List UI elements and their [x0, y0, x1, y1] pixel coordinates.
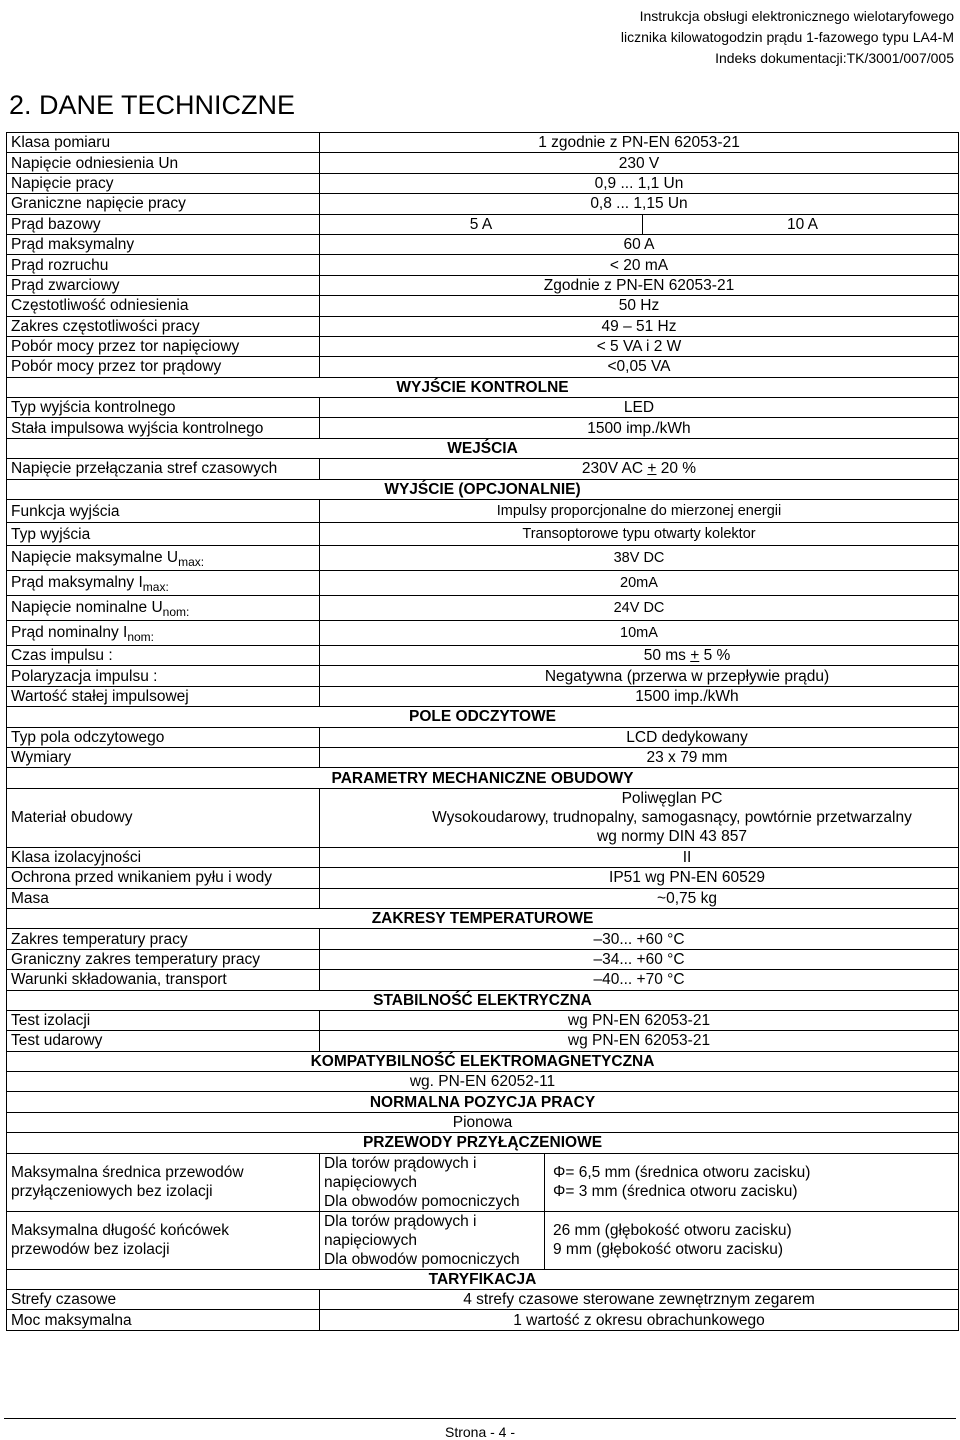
document-header — [621, 6, 954, 69]
row-label: Test izolacji — [7, 1010, 320, 1030]
row-value: Zgodnie z PN-EN 62053-21 — [320, 275, 959, 295]
plus-minus-sign: + — [690, 647, 700, 665]
table-row — [7, 949, 959, 969]
row-label: Graniczny zakres temperatury pracy — [7, 949, 320, 969]
row-value: 230 V — [320, 153, 959, 173]
row-label: Pobór mocy przez tor napięciowy — [7, 336, 320, 356]
row-label — [7, 546, 320, 571]
label-subscript: nom: — [162, 605, 190, 620]
section-header-row — [7, 1051, 959, 1071]
row-value: 20mA — [320, 571, 959, 596]
row-label: Ochrona przed wnikaniem pyłu i wody — [7, 868, 320, 888]
row-label: Strefy czasowe — [7, 1290, 320, 1310]
label-text: Napięcie nominalne U — [11, 599, 163, 617]
row-value: 1 zgodnie z PN-EN 62053-21 — [320, 133, 959, 153]
value-line: Dla torów prądowych i napięciowych — [324, 1212, 477, 1249]
table-row — [7, 275, 959, 295]
table-row — [7, 929, 959, 949]
row-label — [7, 596, 320, 621]
table-row — [7, 847, 959, 867]
table-row — [7, 336, 959, 356]
row-label: Test udarowy — [7, 1031, 320, 1051]
row-value: Pionowa — [7, 1112, 959, 1132]
header-line-1: Instrukcja obsługi elektronicznego wielotaryfowego — [639, 8, 954, 24]
row-label: Napięcie odniesienia Un — [7, 153, 320, 173]
table-row — [7, 666, 959, 686]
row-label: Zakres temperatury pracy — [7, 929, 320, 949]
section-title: 2. DANE TECHNICZNE — [9, 90, 296, 120]
row-label: Klasa pomiaru — [7, 133, 320, 153]
row-value: –34... +60 °C — [320, 949, 959, 969]
row-label: Warunki składowania, transport — [7, 970, 320, 990]
row-value: Impulsy proporcjonalne do mierzonej energii — [320, 500, 959, 523]
value-line: Φ= 3 mm (średnica otworu zacisku) — [553, 1183, 798, 1201]
table-row — [7, 646, 959, 666]
table-row — [7, 214, 959, 234]
plus-minus-sign: + — [647, 460, 657, 478]
label-text: Prąd nominalny I — [11, 624, 128, 642]
table-row — [7, 1031, 959, 1051]
row-label: Funkcja wyjścia — [7, 500, 320, 523]
value-part: 230V AC — [581, 460, 648, 478]
value-part: 5 % — [699, 647, 731, 665]
table-row — [7, 133, 959, 153]
row-label: Materiał obudowy — [7, 788, 320, 847]
table-row — [7, 153, 959, 173]
technical-data-table — [6, 132, 959, 1331]
table-row — [7, 621, 959, 646]
section-header-row — [7, 908, 959, 928]
table-row — [7, 296, 959, 316]
value-line: Dla obwodów pomocniczych — [324, 1192, 520, 1210]
label-text: Prąd maksymalny I — [11, 574, 143, 592]
row-label: Czas impulsu : — [7, 646, 320, 666]
row-value: < 5 VA i 2 W — [320, 336, 959, 356]
section-header-row — [7, 990, 959, 1010]
row-value: wg PN-EN 62053-21 — [320, 1010, 959, 1030]
row-label: Typ pola odczytowego — [7, 727, 320, 747]
row-label: Częstotliwość odniesienia — [7, 296, 320, 316]
row-value: 38V DC — [320, 546, 959, 571]
footer-divider — [4, 1418, 956, 1419]
row-value: ~0,75 kg — [320, 888, 959, 908]
row-value: Transoptorowe typu otwarty kolektor — [320, 523, 959, 546]
table-row — [7, 1112, 959, 1132]
table-row — [7, 173, 959, 193]
row-label: Napięcie pracy — [7, 173, 320, 193]
section-header-row — [7, 768, 959, 788]
value-line: Wysokoudarowy, trudnopalny, samogasnący, powtórnie przetwarzalny — [432, 809, 912, 827]
row-value: 10mA — [320, 621, 959, 646]
row-label: Zakres częstotliwości pracy — [7, 316, 320, 336]
section-heading: KOMPATYBILNOŚĆ ELEKTROMAGNETYCZNA — [7, 1051, 959, 1071]
label-line: Maksymalna średnica przewodów — [11, 1164, 244, 1182]
row-label — [7, 1211, 320, 1269]
row-value: 4 strefy czasowe sterowane zewnętrznym zegarem — [320, 1290, 959, 1310]
table-row — [7, 546, 959, 571]
table-row — [7, 1010, 959, 1030]
label-text: Napięcie maksymalne U — [11, 549, 179, 567]
conductor-value-cell — [545, 1153, 959, 1211]
row-value: 1500 imp./kWh — [320, 418, 959, 438]
table-row — [7, 1290, 959, 1310]
row-label: Prąd maksymalny — [7, 234, 320, 254]
row-label: Prąd rozruchu — [7, 255, 320, 275]
row-value: II — [320, 847, 959, 867]
label-line: Maksymalna długość końcówek — [11, 1222, 229, 1240]
value-line: Φ= 6,5 mm (średnica otworu zacisku) — [553, 1164, 811, 1182]
row-value: wg. PN-EN 62052-11 — [7, 1072, 959, 1092]
row-value: <0,05 VA — [320, 357, 959, 377]
conductor-type-cell — [320, 1153, 545, 1211]
row-value: 60 A — [320, 234, 959, 254]
row-label: Masa — [7, 888, 320, 908]
page-number: Strona - 4 - — [444, 1424, 516, 1440]
row-label: Wymiary — [7, 747, 320, 767]
section-heading: PRZEWODY PRZYŁĄCZENIOWE — [7, 1133, 959, 1153]
header-line-3: Indeks dokumentacji:TK/3001/007/005 — [715, 50, 954, 66]
table-row — [7, 1310, 959, 1330]
section-header-row — [7, 1092, 959, 1112]
header-line-2: licznika kilowatogodzin prądu 1-fazowego typu LA4-M — [620, 29, 954, 45]
section-header-row — [7, 707, 959, 727]
value-part: 50 ms — [643, 647, 691, 665]
value-line: Dla obwodów pomocniczych — [324, 1250, 520, 1268]
label-subscript: nom: — [127, 630, 154, 645]
value-line: wg normy DIN 43 857 — [597, 828, 747, 846]
row-value — [320, 646, 959, 666]
row-value: 50 Hz — [320, 296, 959, 316]
row-value: Negatywna (przerwa w przepływie prądu) — [320, 666, 959, 686]
row-value: 0,9 ... 1,1 Un — [320, 173, 959, 193]
row-label: Wartość stałej impulsowej — [7, 686, 320, 706]
section-heading: PARAMETRY MECHANICZNE OBUDOWY — [7, 768, 959, 788]
table-row — [7, 1211, 959, 1269]
row-label: Napięcie przełączania stref czasowych — [7, 459, 320, 479]
row-value: wg PN-EN 62053-21 — [320, 1031, 959, 1051]
row-value: 24V DC — [320, 596, 959, 621]
table-row — [7, 970, 959, 990]
value-part: 20 % — [656, 460, 697, 478]
table-row — [7, 788, 959, 847]
table-row — [7, 747, 959, 767]
conductor-value-cell — [545, 1211, 959, 1269]
row-label: Moc maksymalna — [7, 1310, 320, 1330]
table-row — [7, 255, 959, 275]
label-line: przyłączeniowych bez izolacji — [11, 1183, 213, 1201]
section-heading: WYJŚCIE KONTROLNE — [7, 377, 959, 397]
section-heading: STABILNOŚĆ ELEKTRYCZNA — [7, 990, 959, 1010]
row-value — [320, 459, 959, 479]
row-label: Stała impulsowa wyjścia kontrolnego — [7, 418, 320, 438]
row-value — [320, 788, 959, 847]
row-value-basic: 5 A — [320, 214, 643, 234]
label-subscript: max: — [178, 555, 205, 570]
row-value: 1 wartość z okresu obrachunkowego — [320, 1310, 959, 1330]
label-line: przewodów bez izolacji — [11, 1241, 170, 1259]
table-row — [7, 316, 959, 336]
table-row — [7, 727, 959, 747]
table-row — [7, 1153, 959, 1211]
value-line: 9 mm (głębokość otworu zacisku) — [553, 1241, 783, 1259]
value-line: Dla torów prądowych i napięciowych — [324, 1154, 477, 1191]
table-row — [7, 194, 959, 214]
row-value: LED — [320, 398, 959, 418]
table-row — [7, 500, 959, 523]
label-subscript: max: — [142, 580, 169, 595]
row-label — [7, 1153, 320, 1211]
row-value: IP51 wg PN-EN 60529 — [320, 868, 959, 888]
section-header-row — [7, 1133, 959, 1153]
section-header-row — [7, 479, 959, 499]
section-header-row — [7, 1269, 959, 1289]
row-value: 49 – 51 Hz — [320, 316, 959, 336]
table-row — [7, 686, 959, 706]
table-row — [7, 888, 959, 908]
table-row — [7, 418, 959, 438]
table-row — [7, 1072, 959, 1092]
row-label: Prąd bazowy — [7, 214, 320, 234]
row-value: 23 x 79 mm — [320, 747, 959, 767]
table-row — [7, 571, 959, 596]
table-row — [7, 357, 959, 377]
section-heading: ZAKRESY TEMPERATUROWE — [7, 908, 959, 928]
row-value: –40... +70 °C — [320, 970, 959, 990]
value-line: Poliwęglan PC — [621, 790, 723, 808]
row-label — [7, 571, 320, 596]
section-heading: WEJŚCIA — [7, 438, 959, 458]
table-row — [7, 596, 959, 621]
row-label: Prąd zwarciowy — [7, 275, 320, 295]
table-row — [7, 234, 959, 254]
row-label: Klasa izolacyjności — [7, 847, 320, 867]
table-row — [7, 868, 959, 888]
row-label: Polaryzacja impulsu : — [7, 666, 320, 686]
table-row — [7, 398, 959, 418]
row-value: LCD dedykowany — [320, 727, 959, 747]
value-line: 26 mm (głębokość otworu zacisku) — [553, 1222, 792, 1240]
row-value: 1500 imp./kWh — [320, 686, 959, 706]
row-value: –30... +60 °C — [320, 929, 959, 949]
row-label: Pobór mocy przez tor prądowy — [7, 357, 320, 377]
row-value: < 20 mA — [320, 255, 959, 275]
row-label: Typ wyjścia kontrolnego — [7, 398, 320, 418]
row-value-max: 10 A — [643, 214, 959, 234]
row-label — [7, 621, 320, 646]
section-heading: TARYFIKACJA — [7, 1269, 959, 1289]
section-heading: NORMALNA POZYCJA PRACY — [7, 1092, 959, 1112]
table-row — [7, 523, 959, 546]
section-heading: WYJŚCIE (OPCJONALNIE) — [7, 479, 959, 499]
table-row — [7, 459, 959, 479]
conductor-type-cell — [320, 1211, 545, 1269]
section-heading: POLE ODCZYTOWE — [7, 707, 959, 727]
row-value: 0,8 ... 1,15 Un — [320, 194, 959, 214]
section-header-row — [7, 438, 959, 458]
row-label: Graniczne napięcie pracy — [7, 194, 320, 214]
row-label: Typ wyjścia — [7, 523, 320, 546]
section-header-row — [7, 377, 959, 397]
